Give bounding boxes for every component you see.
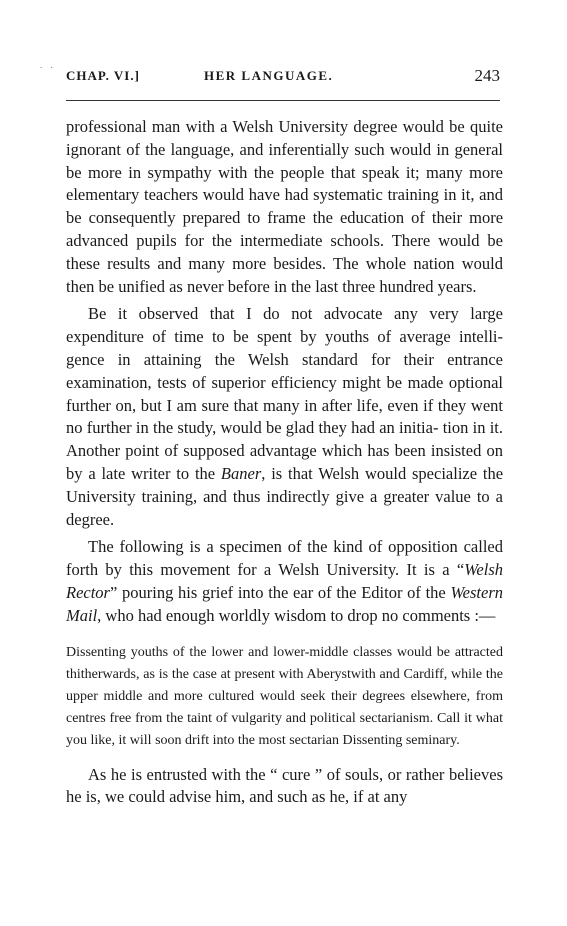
scan-specks: . . xyxy=(40,60,56,70)
italic-welsh-rector: Welsh Rector xyxy=(66,560,503,602)
chapter-label: CHAP. VI.] xyxy=(66,68,140,83)
italic-western-mail: Western Mail xyxy=(66,582,503,625)
page-body xyxy=(66,116,503,809)
paragraph-1: professional man with a Welsh University degree would be quite ignorant of the language, and inferentially such would in general be more in sympathy with the people that speak it; many more elementary teachers would have had systematic training in it, and be consequently prepared to frame the education of their more advanced pupils for the intermediate schools. There would be these results and many more besides. The whole nation would then be unified as never before in the last three hundred years. xyxy=(66,117,504,296)
header-rule xyxy=(66,100,500,101)
paragraph-4: As he is entrusted with the “ cure ” of souls, or rather believes he is, we could advise him, and such as he, if at any xyxy=(66,764,503,807)
paragraph-2: Be it observed that I do not advocate any very large expenditure of time to be spent by youths of average intelli- gence in attaining the Welsh standard for their entrance examination, tests of superior efficiency might be made optional further on, but I am sure that many in after life, even if they went no further in the study, would be glad they had an initia- tion in it. Another point of supposed advantage which has been insisted on by a late writer to the Baner, is that Welsh would specialize the University training, and thus indirectly give a greater value to a degree. xyxy=(66,304,504,529)
block-quote: Dissenting youths of the lower and lower-middle classes would be attracted thitherwards, as is the case at present with Aberystwith and Cardiff, while the upper middle and more cultured would seek their degrees elsewhere, from centres free from the taint of vulgarity and political sectarianism. Call it what you like, it will soon drift into the most sectarian Dissenting seminary. xyxy=(66,644,504,748)
italic-baner: Baner xyxy=(220,463,262,483)
running-header xyxy=(66,68,500,90)
paragraph-3: The following is a specimen of the kind of opposition called forth by this movement for a Welsh University. It is a “Welsh Rector” pouring his grief into the ear of the Editor of the Western Mail, who had enough worldly wisdom to drop no comments :— xyxy=(66,537,503,625)
page-number: 243 xyxy=(474,66,500,85)
running-title: HER LANGUAGE. xyxy=(204,68,334,83)
